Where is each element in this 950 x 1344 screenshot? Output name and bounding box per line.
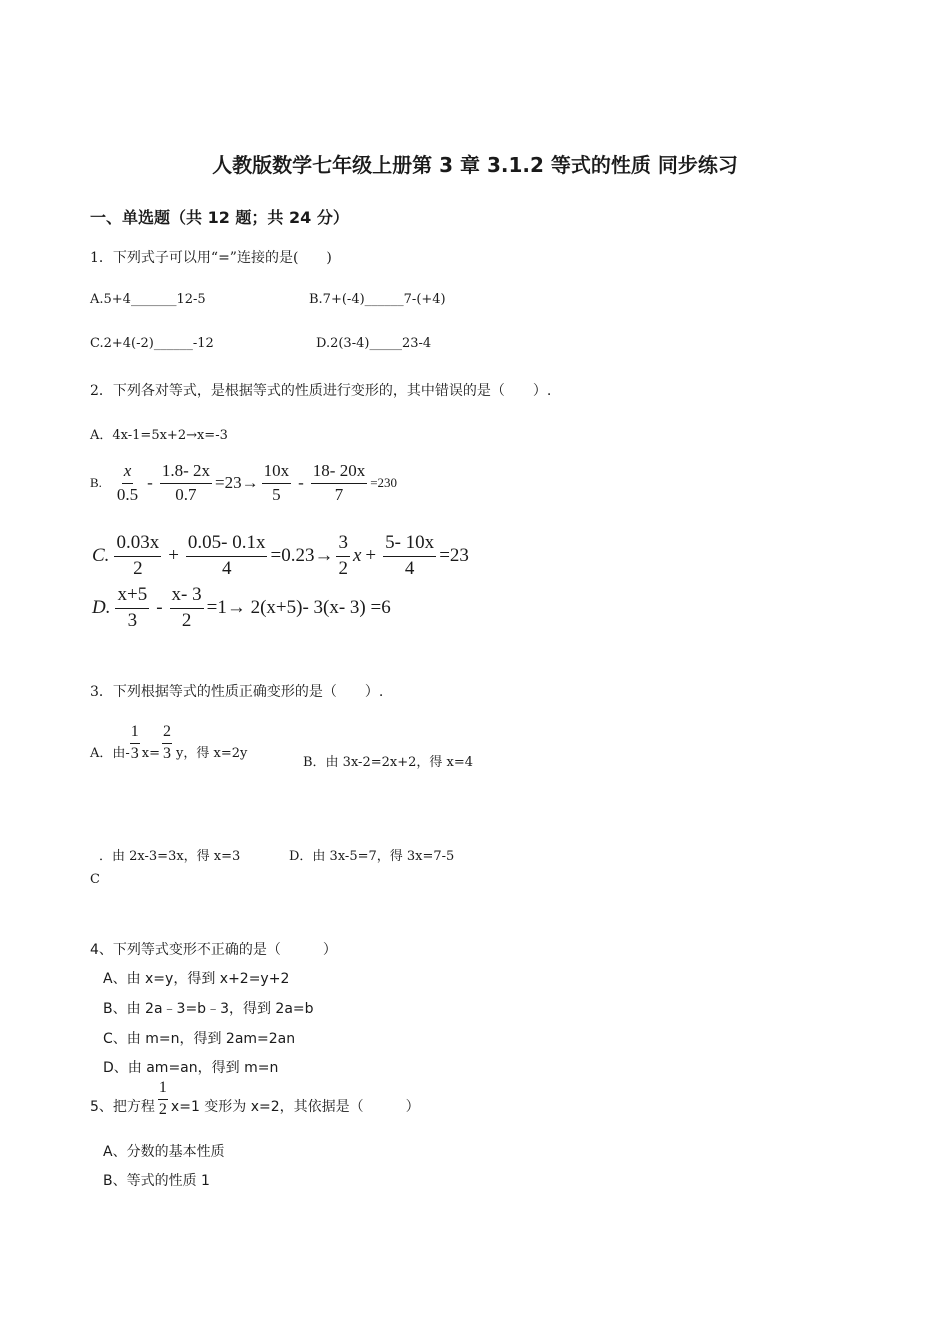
section-heading: 一、单选题（共 12 题；共 24 分）: [90, 208, 349, 227]
q2-option-c: C. $\frac{0.03x}{2}$ + $\frac{0.05- 0.1x}{4}$ =0.23→ $\frac{3}{2}$ x + $\frac{5- 10x}{4}$ =23: [92, 532, 469, 579]
q5-option-b: B、等式的性质 1: [103, 1173, 210, 1189]
q4-option-d: D、由 am=an，得到 m=n: [103, 1060, 279, 1076]
q2-option-a: A．4x-1=5x+2→x=-3: [90, 428, 228, 443]
q3-option-d: D．由 3x-5=7，得 3x=7-5: [289, 849, 455, 864]
q3-stem: 3．下列根据等式的性质正确变形的是（ ）.: [90, 684, 384, 700]
q4-option-b: B、由 2a﹣3=b﹣3，得到 2a=b: [103, 1001, 314, 1017]
fraction: $\frac{10x}{5}$: [263, 461, 290, 504]
q4-option-c: C、由 m=n，得到 2am=2an: [103, 1031, 296, 1047]
fraction: $\frac{5- 10x}{4}$: [385, 532, 435, 579]
fraction: $\frac{2}{3}$: [163, 723, 172, 762]
q1-option-b: B.7+(-4)______7-(+4): [309, 292, 446, 307]
q4-stem: 4、下列等式变形不正确的是（ ）: [90, 942, 337, 958]
q5-option-a: A、分数的基本性质: [103, 1144, 225, 1160]
fraction: $\frac{18- 20x}{7}$: [312, 461, 366, 504]
q2-stem: 2．下列各对等式，是根据等式的性质进行变形的，其中错误的是（ ）.: [90, 383, 552, 399]
fraction: $\frac{0.05- 0.1x}{4}$: [187, 532, 266, 579]
fraction: $\frac{1}{2}$: [158, 1079, 167, 1118]
page-title: 人教版数学七年级上册第 3 章 3.1.2 等式的性质 同步练习: [212, 153, 738, 177]
q1-option-a: A.5+4_______12-5: [90, 292, 206, 307]
q1-option-c: C.2+4(-2)______-12: [90, 336, 214, 351]
fraction: $\frac{1}{3}$: [130, 723, 139, 762]
fraction: $\frac{x}{0.5}$: [116, 461, 139, 504]
q3-option-a: A．由- $\frac{1}{3}$ x= $\frac{2}{3}$ y，得 x=2y: [90, 723, 248, 762]
q2-option-d: D. $\frac{x+5}{3}$ - $\frac{x- 3}{2}$ =1→ 2(x+5)- 3(x- 3) =6: [92, 584, 391, 631]
q2-b-label: B.: [90, 475, 102, 491]
fraction: $\frac{x+5}{3}$: [117, 584, 148, 631]
fraction: $\frac{1.8- 2x}{0.7}$: [161, 461, 211, 504]
q2-option-b: B. $\frac{x}{0.5}$ - $\frac{1.8- 2x}{0.7}$ =23→ $\frac{10x}{5}$ - $\frac{18- 20x}{7}$ =230: [90, 461, 398, 504]
q5-stem: 5、把方程 $\frac{1}{2}$ x=1 变形为 x=2，其依据是（ ）: [90, 1079, 420, 1118]
q3-option-b: B．由 3x-2=2x+2，得 x=4: [303, 755, 474, 770]
q3-option-c-letter: C: [90, 872, 100, 887]
q1-option-d: D.2(3-4)_____23-4: [316, 336, 432, 351]
q4-option-a: A、由 x=y，得到 x+2=y+2: [103, 971, 290, 987]
q3-option-c: ．由 2x-3=3x，得 x=3: [99, 849, 241, 864]
fraction: $\frac{3}{2}$: [338, 532, 348, 579]
q1-stem: 1．下列式子可以用“=”连接的是( ): [90, 250, 332, 266]
fraction: $\frac{0.03x}{2}$: [116, 532, 160, 579]
fraction: $\frac{x- 3}{2}$: [171, 584, 202, 631]
